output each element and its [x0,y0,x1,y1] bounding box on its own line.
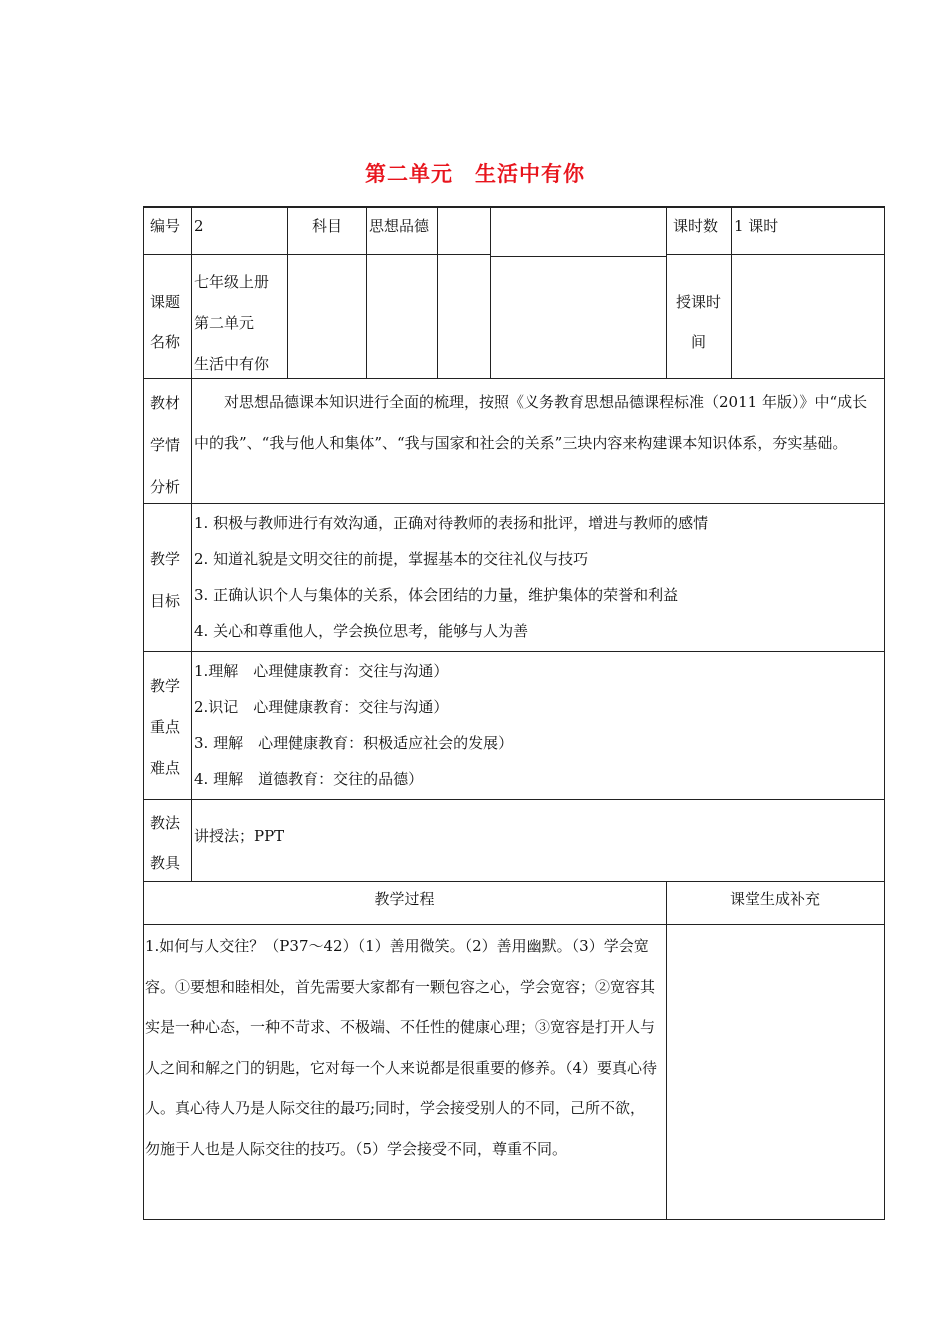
row-divider-1c [666,254,885,255]
col-divider-b [366,206,367,378]
process-text: 1.如何与人交往？（P37～42）（1）善用微笑。（2）善用幽默。（3）学会宽容。①要想和睦相处，首先需要大家都有一颗包容之心，学会宽容；②宽容其实是一种心态，一种不苛求、不极端、不任性的健康心理；③宽容是打开人与人之间和解之门的钥匙，它对每一个人来说都是很重要的修养。（4）要真心待人。真心待人乃是人际交往的最巧;同时，学会接受别人的不同，己所不欲，勿施于人也是人际交往的技巧。（5）学会接受不同，尊重不同。 [145,937,658,1158]
row-divider-bottom [143,1219,885,1220]
process-header: 教学过程 [374,890,435,908]
analysis-label-line-3: 分析 [150,478,181,496]
row-divider-top [143,206,885,208]
col-label-divider [191,206,192,882]
goals-label [150,538,180,622]
time-label-line-2: 间 [690,333,706,351]
key-points-label [150,666,180,789]
row-divider-6 [143,881,885,882]
time-label [666,282,731,362]
supplement-header: 课堂生成补充 [729,890,820,908]
col-divider-process [666,881,667,1220]
row-divider-4 [143,651,885,652]
topic-label-line-2: 名称 [150,333,181,351]
topic-label [150,282,180,362]
subject-label: 科目 [312,217,343,235]
goals-list [194,505,882,649]
col-divider-f [731,206,732,378]
hours-label: 课时数 [673,217,719,235]
col-divider-d [490,206,491,378]
goal-item-4: 4. 关心和尊重他人，学会换位思考，能够与人为善 [194,622,529,640]
key-points-label-line-1: 教学 [150,677,181,695]
methods-label [150,803,180,883]
subject-value: 思想品德 [369,217,430,235]
topic-label-line-1: 课题 [150,293,181,311]
hours-value: 1 课时 [734,217,779,235]
row-divider-5 [143,799,885,800]
methods-label-line-1: 教法 [150,814,181,832]
key-point-item-3: 3. 理解 心理健康教育：积极适应社会的发展） [194,734,514,752]
topic-name-line-2: 第二单元 [194,314,255,332]
page-title: 第二单元 生活中有你 [365,162,585,186]
goal-item-1: 1. 积极与教师进行有效沟通，正确对待教师的表扬和批评，增进与教师的感情 [194,514,709,532]
key-point-item-2: 2.识记 心理健康教育：交往与沟通） [194,698,449,716]
key-point-item-4: 4. 理解 道德教育：交往的品德） [194,770,424,788]
methods-label-line-2: 教具 [150,854,181,872]
analysis-label [150,382,180,508]
col-divider-a [287,206,288,378]
topic-name-line-3: 生活中有你 [194,355,270,373]
row-divider-3 [143,503,885,504]
id-value: 2 [194,217,204,235]
methods-text: 讲授法；PPT [194,827,285,845]
col-right-border [884,206,885,1220]
goal-item-2: 2. 知道礼貌是文明交往的前提，掌握基本的交往礼仪与技巧 [194,550,589,568]
key-points-label-line-3: 难点 [150,759,181,777]
topic-name-line-1: 七年级上册 [194,273,270,291]
time-label-line-1: 授课时 [675,293,721,311]
row-divider-1b [490,256,666,257]
key-point-item-1: 1.理解 心理健康教育：交往与沟通） [194,662,449,680]
row-divider-7 [143,924,885,925]
topic-name [194,262,269,385]
analysis-label-line-2: 学情 [150,436,181,454]
goal-item-3: 3. 正确认识个人与集体的关系，体会团结的力量，维护集体的荣誉和利益 [194,586,679,604]
key-points-list [194,653,882,797]
key-points-label-line-2: 重点 [150,718,181,736]
id-label: 编号 [150,217,181,235]
col-left-border [143,206,144,1220]
goals-label-line-2: 目标 [150,592,181,610]
goals-label-line-1: 教学 [150,550,181,568]
analysis-text: 对思想品德课本知识进行全面的梳理，按照《义务教育思想品德课程标准（2011 年版）》中“成长中的我”、“我与他人和集体”、“我与国家和社会的关系”三块内容来构建课本知识体系，夯实基础。 [194,393,868,452]
col-divider-c [437,206,438,378]
analysis-label-line-1: 教材 [150,394,181,412]
